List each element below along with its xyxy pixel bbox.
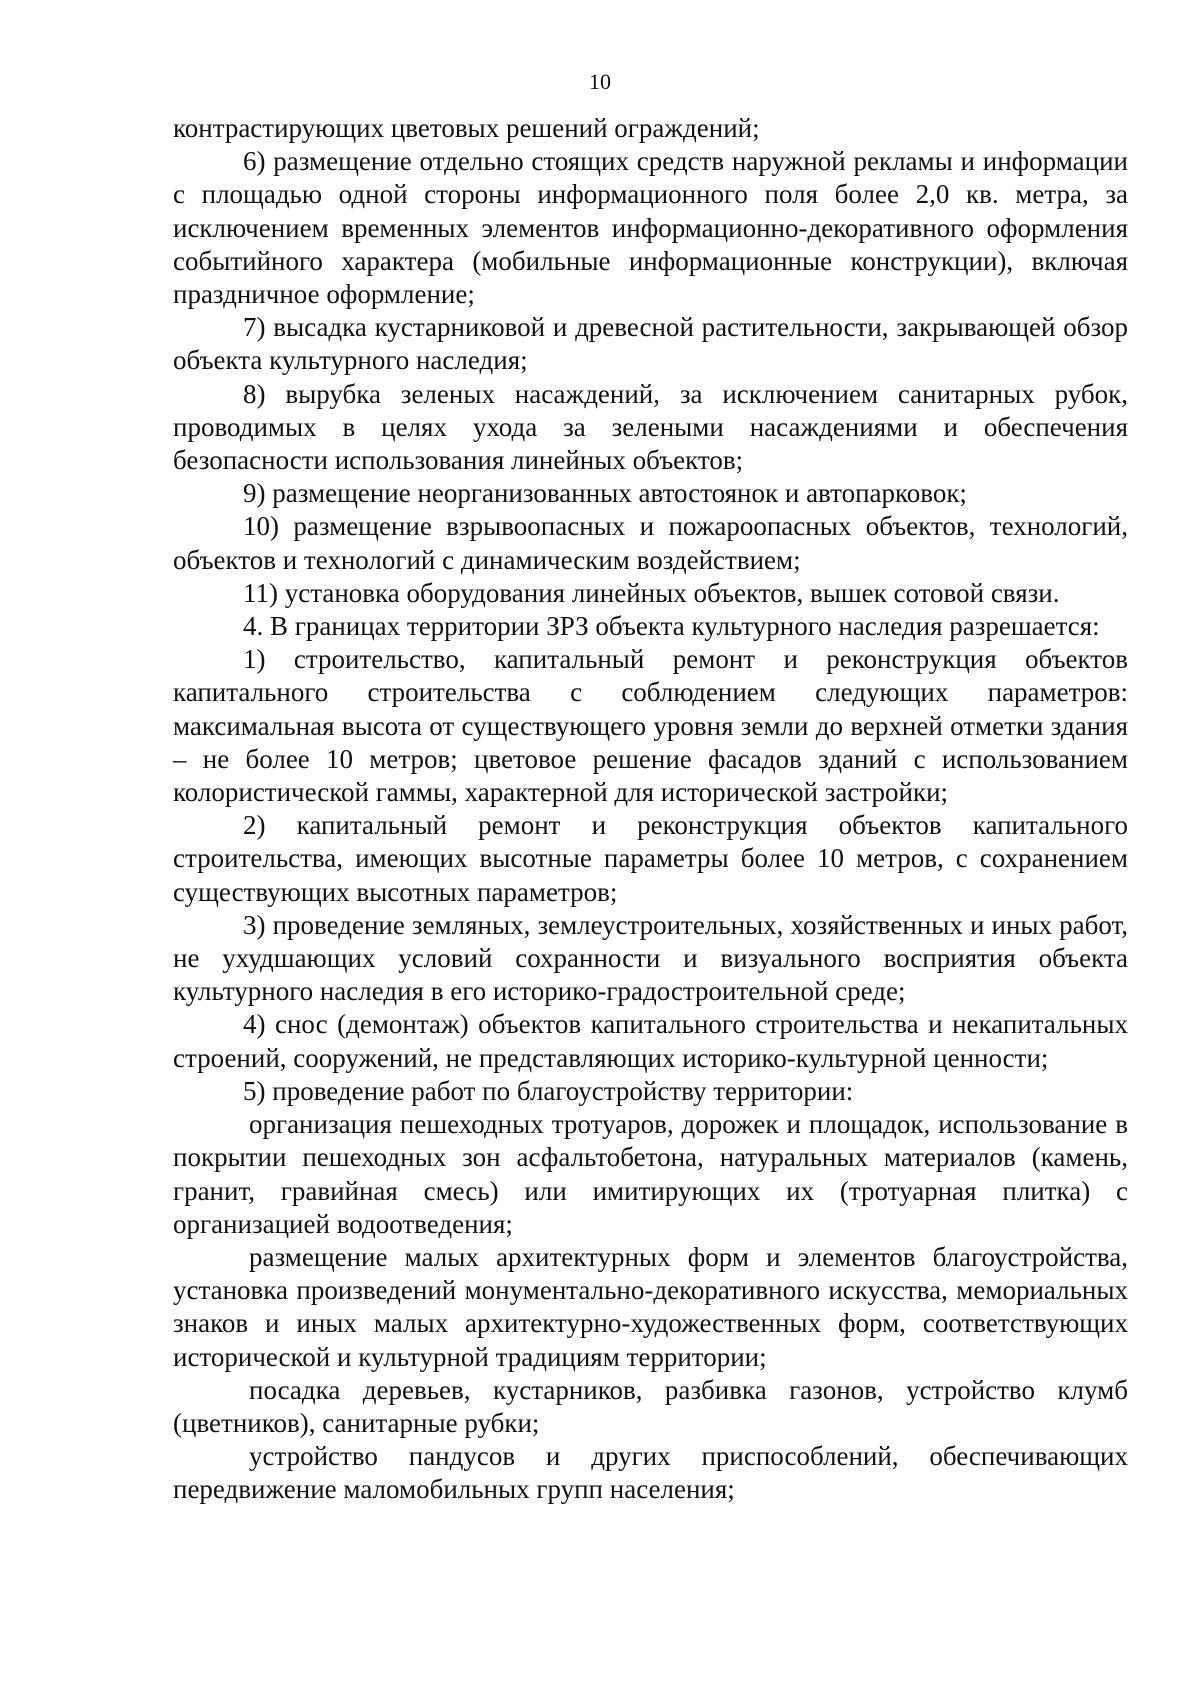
paragraph: 10) размещение взрывоопасных и пожароопасных объектов, технологий, объектов и технологий с динамическим воздействием; (173, 511, 1128, 575)
paragraph: 11) установка оборудования линейных объектов, вышек сотовой связи. (243, 577, 1060, 608)
page-number: 10 (589, 69, 611, 94)
paragraph: размещение малых архитектурных форм и элементов благоустройства, установка произведений монументально-декоративного искусства, мемориальных знаков и иных малых архитектурно-художественных форм, соответствующих исторической и культурной традициям территории; (173, 1241, 1128, 1372)
paragraph: 4. В границах территории ЗРЗ объекта культурного наследия разрешается: (243, 611, 1100, 642)
paragraph: 4) снос (демонтаж) объектов капитального строительства и некапитальных строений, сооружений, не представляющих историко-культурной ценности; (173, 1009, 1128, 1073)
paragraph: устройство пандусов и других приспособлений, обеспечивающих передвижение маломобильных групп населения; (173, 1441, 1128, 1505)
paragraph: 8) вырубка зеленых насаждений, за исключением санитарных рубок, проводимых в целях ухода за зелеными насаждениями и обеспечения безопасности использования линейных объектов; (173, 378, 1128, 476)
paragraph: 1) строительство, капитальный ремонт и реконструкция объектов капитального строительства с соблюдением следующих параметров: максимальная высота от существующего уровня земли до верхней отметки здания – не более 10 метров; цветовое решение фасадов зданий с использованием колористической гаммы, характерной для исторической застройки; (173, 644, 1128, 808)
paragraph: 5) проведение работ по благоустройству территории: (243, 1075, 854, 1106)
document-body (173, 112, 1128, 1507)
paragraph: 7) высадка кустарниковой и древесной растительности, закрывающей обзор объекта культурного наследия; (173, 312, 1128, 376)
paragraph: 3) проведение земляных, землеустроительных, хозяйственных и иных работ, не ухудшающих условий сохранности и визуального восприятия объекта культурного наследия в его историко-градостроительной среде; (173, 909, 1128, 1007)
paragraph: 9) размещение неорганизованных автостоянок и автопарковок; (243, 478, 967, 509)
paragraph: организация пешеходных тротуаров, дорожек и площадок, использование в покрытии пешеходных зон асфальтобетона, натуральных материалов (камень, гранит, гравийная смесь) или имитирующих их (тротуарная плитка) с организацией водоотведения; (173, 1109, 1128, 1239)
paragraph: 6) размещение отдельно стоящих средств наружной рекламы и информации с площадью одной стороны информационного поля более 2,0 кв. метра, за исключением временных элементов информационно-декоративного оформления событийного характера (мобильные информационные конструкции), включая праздничное оформление; (173, 146, 1128, 310)
paragraph: 2) капитальный ремонт и реконструкция объектов капитального строительства, имеющих высотные параметры более 10 метров, с сохранением существующих высотных параметров; (173, 810, 1128, 907)
paragraph: контрастирующих цветовых решений ограждений; (173, 113, 760, 143)
paragraph: посадка деревьев, кустарников, разбивка газонов, устройство клумб (цветников), санитарные рубки; (173, 1374, 1128, 1438)
